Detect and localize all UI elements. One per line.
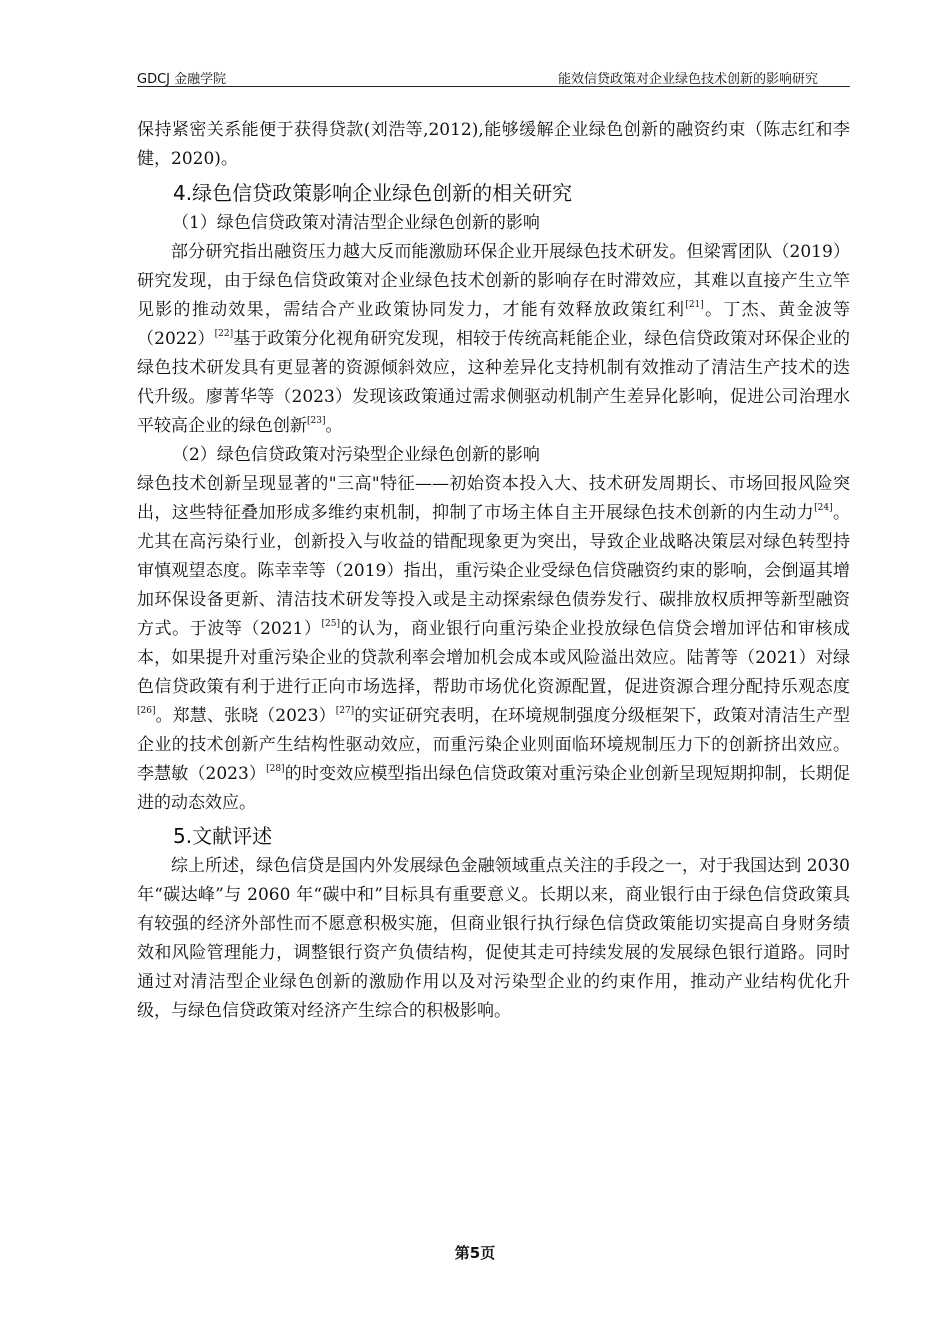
page-header bbox=[137, 66, 850, 87]
text-segment: 。丁杰、黄金波等（2022） bbox=[137, 300, 851, 349]
citation-25: [25] bbox=[321, 619, 341, 629]
page-body bbox=[137, 116, 850, 1026]
header-institution: GDCJ 金融学院 bbox=[137, 72, 227, 87]
text-segment: 基于政策分化视角研究发现，相较于传统高耗能企业，绿色信贷政策对环保企业的绿色技术研发具有更显著的资源倾斜效应，这种差异化支持机制有效推动了清洁生产技术的迭代升级。廖菁华等（2023）发现该政策通过需求侧驱动机制产生差异化影响，促进公司治理水平较高企业的绿色创新 bbox=[137, 329, 851, 436]
text-segment: 的时变效应模型指出绿色信贷政策对重污染企业创新呈现短期抑制，长期促进的动态效应。 bbox=[137, 764, 851, 813]
subsection-1-paragraph bbox=[137, 238, 850, 441]
citation-22: [22] bbox=[214, 329, 234, 339]
text-segment: 的认为，商业银行向重污染企业投放绿色信贷会增加评估和审核成本，如果提升对重污染企业的贷款利率会增加机会成本或风险溢出效应。陆菁等（2021）对绿色信贷政策有利于进行正向市场选择，帮助市场优化资源配置，促进资源合理分配持乐观态度 bbox=[137, 619, 851, 697]
subsection-2-paragraph bbox=[137, 470, 850, 818]
citation-27: [27] bbox=[335, 706, 355, 716]
citation-24: [24] bbox=[814, 503, 833, 513]
page-number: 第5页 bbox=[454, 1244, 496, 1262]
text-segment: 的实证研究表明，在环境规制强度分级框架下，政策对清洁生产型企业的技术创新产生结构性驱动效应，而重污染企业则面临环境规制压力下的创新挤出效应。李慧敏（2023） bbox=[137, 706, 851, 784]
subsection-1-heading: （1）绿色信贷政策对清洁型企业绿色创新的影响 bbox=[172, 213, 540, 233]
subsection-2-heading: （2）绿色信贷政策对污染型企业绿色创新的影响 bbox=[172, 445, 540, 465]
text-segment: 。郑慧、张晓（2023） bbox=[155, 706, 336, 726]
citation-21: [21] bbox=[685, 300, 704, 310]
text-segment: 。尤其在高污染行业，创新投入与收益的错配现象更为突出，导致企业战略决策层对绿色转型持审慎观望态度。陈幸幸等（2019）指出，重污染企业受绿色信贷融资约束的影响，会倒逼其增加环保设备更新、清洁技术研发等投入或是主动探索绿色债券发行、碳排放权质押等新型融资方式。于波等（2021） bbox=[137, 503, 851, 639]
header-thesis-title: 能效信贷政策对企业绿色技术创新的影响研究 bbox=[557, 72, 818, 87]
text-segment: 部分研究指出融资压力越大反而能激励环保企业开展绿色技术研发。但梁霄团队（2019）研究发现，由于绿色信贷政策对企业绿色技术创新的影响存在时滞效应，其难以直接产生立竿见影的推动效果，需结合产业政策协同发力，才能有效释放政策红利 bbox=[137, 242, 850, 320]
section-5-paragraph: 综上所述，绿色信贷是国内外发展绿色金融领域重点关注的手段之一，对于我国达到 2030 年“碳达峰”与 2060 年“碳中和”目标具有重要意义。长期以来，商业银行由于绿色信贷政策具有较强的经济外部性而不愿意积极实施，但商业银行执行绿色信贷政策能切实提高自身财务绩效和风险管理能力，调整银行资产负债结构，促使其走可持续发展的发展绿色银行道路。同时通过对清洁型企业绿色创新的激励作用以及对污染型企业的约束作用，推动产业结构优化升级，与绿色信贷政策对经济产生综合的积极影响。 bbox=[137, 856, 850, 1021]
section-4-heading: 4.绿色信贷政策影响企业绿色创新的相关研究 bbox=[173, 181, 573, 205]
citation-23: [23] bbox=[307, 416, 326, 426]
section-5-heading: 5.文献评述 bbox=[173, 824, 273, 848]
intro-paragraph: 保持紧密关系能便于获得贷款(刘浩等,2012),能够缓解企业绿色创新的融资约束（陈志红和李健，2020)。 bbox=[137, 120, 850, 169]
text-segment: 绿色技术创新呈现显著的"三高"特征——初始资本投入大、技术研发周期长、市场回报风险突出，这些特征叠加形成多维约束机制，抑制了市场主体自主开展绿色技术创新的内生动力 bbox=[137, 474, 850, 523]
text-segment: 。 bbox=[325, 416, 343, 436]
citation-28: [28] bbox=[266, 764, 285, 774]
citation-26: [26] bbox=[137, 706, 156, 716]
